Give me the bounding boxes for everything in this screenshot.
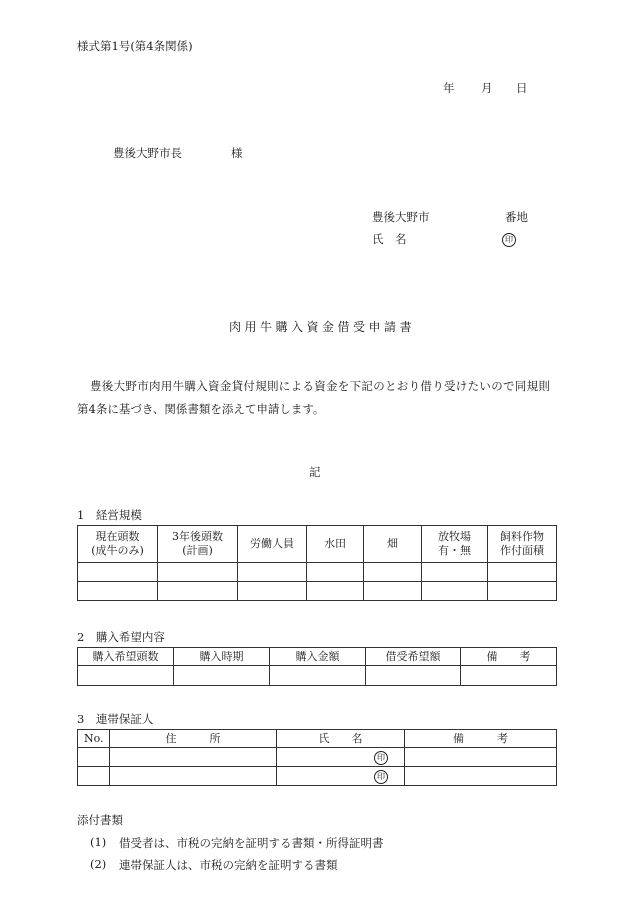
- col-field: 畑: [364, 526, 422, 563]
- col-pasture: 放牧場 有・無: [422, 526, 488, 563]
- date-year-label: 年: [443, 81, 455, 95]
- attachment-text-2: 連帯保証人は、市税の完納を証明する書類: [119, 858, 338, 872]
- addressee-honorific: 様: [231, 146, 243, 160]
- attachment-num-2: (2): [90, 857, 107, 871]
- seal-icon: 印: [374, 770, 388, 784]
- section3-header-row: [78, 730, 557, 748]
- attachments-title: 添付書類: [77, 813, 123, 827]
- table-row: [78, 563, 557, 582]
- body-line-1: 豊後大野市肉用牛購入資金貸付規則による資金を下記のとおり借り受けたいので同規則: [90, 379, 551, 393]
- date-month-label: 月: [481, 81, 493, 95]
- ki-label: 記: [309, 465, 321, 479]
- applicant-address-prefix: 豊後大野市: [372, 210, 430, 224]
- col-name: 氏 名: [277, 730, 405, 748]
- section1-table: [77, 525, 557, 601]
- document-title: 肉用牛購入資金借受申請書: [229, 320, 416, 334]
- body-line-2: 第4条に基づき、関係書類を添えて申請します。: [77, 402, 325, 416]
- section2-header-row: [78, 648, 557, 666]
- col-no: No.: [78, 730, 110, 748]
- section1-header-row: [78, 526, 557, 563]
- col-feed-crop: 飼料作物 作付面積: [488, 526, 557, 563]
- col-remarks: 備 考: [461, 648, 557, 666]
- applicant-address-suffix: 番地: [505, 210, 528, 224]
- applicant-name-label: 氏 名: [372, 232, 407, 246]
- col-purchase-time: 購入時期: [174, 648, 270, 666]
- col-paddy: 水田: [307, 526, 364, 563]
- attachment-text-1: 借受者は、市税の完納を証明する書類・所得証明書: [119, 836, 384, 850]
- col-purchase-count: 購入希望頭数: [78, 648, 174, 666]
- col-current-head: 現在頭数 (成牛のみ): [78, 526, 158, 563]
- form-number: 様式第1号(第4条関係): [77, 39, 193, 53]
- col-remarks: 備 考: [405, 730, 557, 748]
- section3-title: 3 連帯保証人: [77, 712, 154, 726]
- section1-title: 1 経営規模: [77, 508, 142, 522]
- seal-icon: 印: [502, 233, 516, 247]
- col-loan-amount: 借受希望額: [366, 648, 461, 666]
- applicant-seal: [502, 231, 516, 247]
- table-row: [78, 666, 557, 686]
- section2-table: [77, 647, 557, 686]
- table-row: [78, 767, 557, 786]
- attachment-num-1: (1): [90, 835, 107, 849]
- section2-title: 2 購入希望内容: [77, 630, 165, 644]
- col-future-head: 3年後頭数 (計画): [158, 526, 238, 563]
- addressee-name: 豊後大野市長: [113, 146, 182, 160]
- col-address: 住 所: [110, 730, 277, 748]
- date-day-label: 日: [516, 81, 528, 95]
- table-row: [78, 582, 557, 601]
- section3-table: [77, 729, 557, 786]
- table-row: [78, 748, 557, 767]
- col-purchase-amount: 購入金額: [270, 648, 366, 666]
- seal-icon: 印: [374, 751, 388, 765]
- col-workers: 労働人員: [238, 526, 307, 563]
